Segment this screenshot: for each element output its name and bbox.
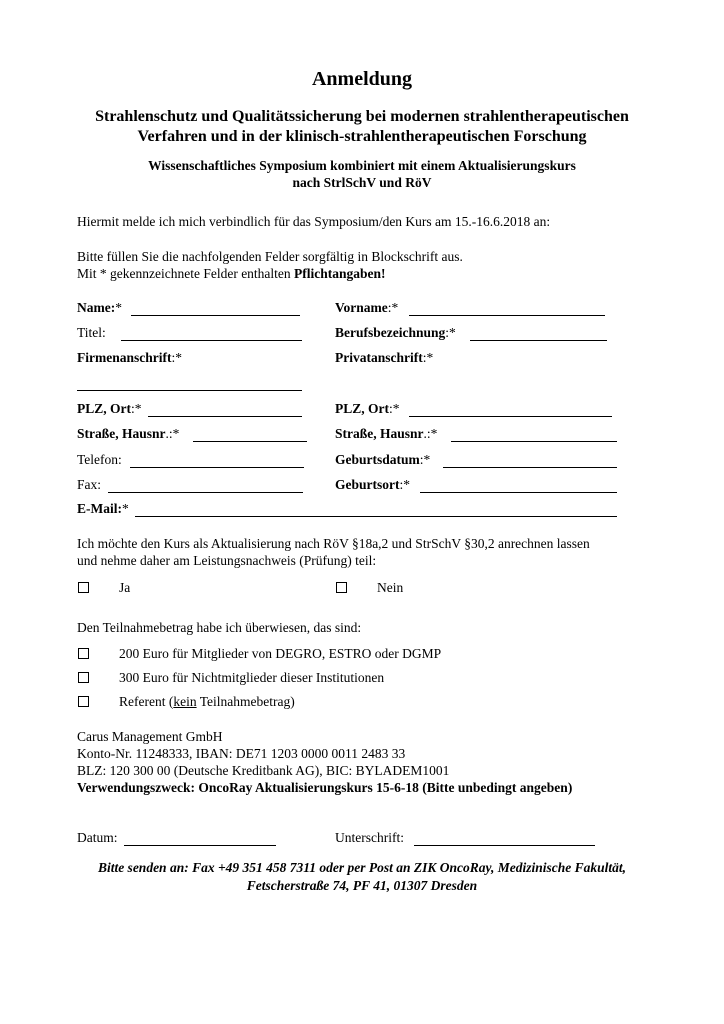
vorname-field[interactable]	[409, 315, 605, 316]
geburtsdatum-label: Geburtsdatum:*	[335, 452, 431, 467]
fax-field[interactable]	[108, 492, 303, 493]
subtitle	[0, 107, 724, 147]
firma-strasse-label: Straße, Hausnr.:*	[77, 426, 180, 441]
geburtsort-field[interactable]	[420, 492, 617, 493]
firma-plz-ort-label: PLZ, Ort:*	[77, 401, 142, 416]
subtitle-line-2: Verfahren und in der klinisch-strahlentherapeutischen Forschung	[137, 128, 587, 145]
date-label: Datum:	[77, 830, 118, 845]
privatanschrift-label: Privatanschrift:*	[335, 350, 434, 365]
mandatory-note: Pflichtangaben!	[294, 266, 386, 281]
signature-label: Unterschrift:	[335, 830, 404, 845]
nonmember-fee-label: 300 Euro für Nichtmitglieder dieser Institutionen	[119, 670, 385, 685]
firma-strasse-field[interactable]	[193, 441, 307, 442]
geburtsdatum-field[interactable]	[443, 467, 617, 468]
instruction-line-1: Bitte füllen Sie die nachfolgenden Felder sorgfältig in Blockschrift aus.	[77, 249, 463, 264]
registration-statement: Hiermit melde ich mich verbindlich für das Symposium/den Kurs am 15.-16.6.2018 an:	[77, 214, 551, 229]
email-field[interactable]	[135, 516, 617, 517]
firma-plz-ort-field[interactable]	[148, 416, 302, 417]
member-fee-label: 200 Euro für Mitglieder von DEGRO, ESTRO oder DGMP	[119, 646, 442, 661]
privat-plz-ort-field[interactable]	[409, 416, 612, 417]
bank-company: Carus Management GmbH	[77, 729, 223, 744]
symposium-line-1: Wissenschaftliches Symposium kombiniert mit einem Aktualisierungskurs	[148, 158, 576, 173]
page-title: Anmeldung	[311, 68, 413, 90]
name-field[interactable]	[131, 315, 300, 316]
firmenanschrift-field[interactable]	[77, 390, 302, 391]
privat-strasse-label: Straße, Hausnr.:*	[335, 426, 438, 441]
speaker-checkbox[interactable]	[78, 696, 89, 707]
vorname-label: Vorname:*	[335, 300, 399, 315]
yes-label: Ja	[119, 580, 131, 595]
berufsbezeichnung-field[interactable]	[470, 340, 607, 341]
signature-field[interactable]	[414, 845, 595, 846]
member-fee-checkbox[interactable]	[78, 648, 89, 659]
no-label: Nein	[377, 580, 404, 595]
berufsbezeichnung-label: Berufsbezeichnung:*	[335, 325, 456, 340]
date-field[interactable]	[124, 845, 276, 846]
titel-label: Titel:	[77, 325, 106, 340]
yes-checkbox[interactable]	[78, 582, 89, 593]
fax-label: Fax:	[77, 477, 102, 492]
fee-heading: Den Teilnahmebetrag habe ich überwiesen, das sind:	[77, 620, 362, 635]
update-question-line-2: und nehme daher am Leistungsnachweis (Prüfung) teil:	[77, 553, 377, 568]
symposium-description	[0, 157, 724, 191]
purpose-note: Bitte unbedingt angeben	[426, 780, 568, 795]
instruction-line-2	[77, 266, 386, 282]
bank-blz: BLZ: 120 300 00 (Deutsche Kreditbank AG), BIC: BYLADEM1001	[77, 763, 450, 778]
telefon-field[interactable]	[130, 467, 304, 468]
telefon-label: Telefon:	[77, 452, 122, 467]
bank-purpose: Verwendungszweck: OncoRay Aktualisierungskurs 15-6-18 (Bitte unbedingt angeben)	[77, 780, 573, 795]
privat-plz-ort-label: PLZ, Ort:*	[335, 401, 400, 416]
symposium-line-2: nach StrlSchV und RöV	[292, 175, 432, 190]
titel-field[interactable]	[121, 340, 302, 341]
speaker-label: Referent (kein Teilnahmebetrag)	[119, 694, 295, 709]
name-label: Name:*	[77, 300, 122, 315]
nonmember-fee-checkbox[interactable]	[78, 672, 89, 683]
no-checkbox[interactable]	[336, 582, 347, 593]
bank-account: Konto-Nr. 11248333, IBAN: DE71 1203 0000 0011 2483 33	[77, 746, 406, 761]
geburtsort-label: Geburtsort:*	[335, 477, 411, 492]
firmenanschrift-label: Firmenanschrift:*	[77, 350, 182, 365]
subtitle-line-1: Strahlenschutz und Qualitätssicherung bei modernen strahlentherapeutischen	[95, 108, 629, 125]
email-label: E-Mail:*	[77, 501, 129, 516]
footer-line-2: Fetscherstraße 74, PF 41, 01307 Dresden	[246, 878, 478, 893]
footer-line-1: Bitte senden an: Fax +49 351 458 7311 oder per Post an ZIK OncoRay, Medizinische Fakultät,	[97, 860, 627, 875]
instruction-text: Mit * gekennzeichnete Felder enthalten	[77, 266, 295, 281]
update-question-line-1: Ich möchte den Kurs als Aktualisierung nach RöV §18a,2 und StrSchV §30,2 anrechnen lassen	[77, 536, 590, 551]
kein-underlined: kein	[173, 694, 197, 709]
privat-strasse-field[interactable]	[451, 441, 617, 442]
